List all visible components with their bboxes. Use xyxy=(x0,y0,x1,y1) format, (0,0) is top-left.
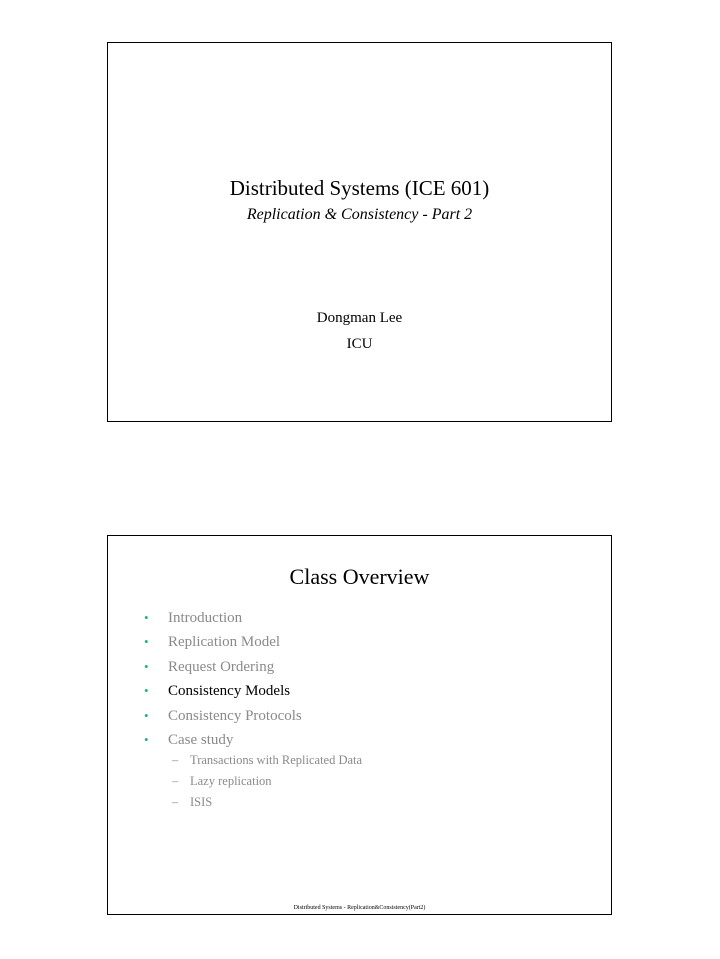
bullet-label: Request Ordering xyxy=(168,658,275,675)
bullet-label: Consistency Protocols xyxy=(168,707,302,724)
bullet-icon: • xyxy=(144,634,149,650)
bullet-icon: • xyxy=(144,707,149,723)
subbullet-label: Lazy replication xyxy=(190,774,272,788)
slide-title: Class Overview xyxy=(289,564,430,589)
subbullet-label: ISIS xyxy=(190,795,213,809)
case-study-subbullet-list xyxy=(172,750,362,813)
overview-bullet-list xyxy=(144,606,302,752)
bullet-icon: • xyxy=(144,658,149,674)
bullet-item-consistency-protocols xyxy=(144,704,302,728)
slide-subtitle: Replication & Consistency - Part 2 xyxy=(246,206,473,223)
subbullet-item-lazy-replication xyxy=(172,771,362,792)
bullet-label: Case study xyxy=(168,731,234,748)
bullet-item-request-ordering xyxy=(144,655,302,679)
dash-icon: – xyxy=(172,753,179,767)
slide-title: Distributed Systems (ICE 601) xyxy=(229,176,490,200)
bullet-icon: • xyxy=(144,610,149,625)
bullet-item-replication-model xyxy=(144,630,302,654)
author-affiliation: ICU xyxy=(346,336,373,352)
slide-footer: Distributed Systems - Replication&Consistency(Part2) xyxy=(293,905,426,911)
bullet-item-case-study xyxy=(144,728,302,752)
dash-icon: – xyxy=(172,774,179,788)
bullet-label: Replication Model xyxy=(168,634,281,651)
subbullet-item-isis xyxy=(172,792,362,813)
bullet-label: Introduction xyxy=(168,610,243,626)
dash-icon: – xyxy=(172,795,179,809)
overview-slide xyxy=(107,535,612,915)
bullet-item-introduction xyxy=(144,606,302,630)
bullet-icon: • xyxy=(144,731,149,747)
bullet-label: Consistency Models xyxy=(168,683,291,700)
title-slide xyxy=(107,42,612,422)
bullet-icon: • xyxy=(144,683,149,699)
author-name: Dongman Lee xyxy=(316,310,403,326)
subbullet-label: Transactions with Replicated Data xyxy=(190,753,363,767)
subbullet-item-transactions xyxy=(172,750,362,771)
bullet-item-consistency-models xyxy=(144,679,302,703)
